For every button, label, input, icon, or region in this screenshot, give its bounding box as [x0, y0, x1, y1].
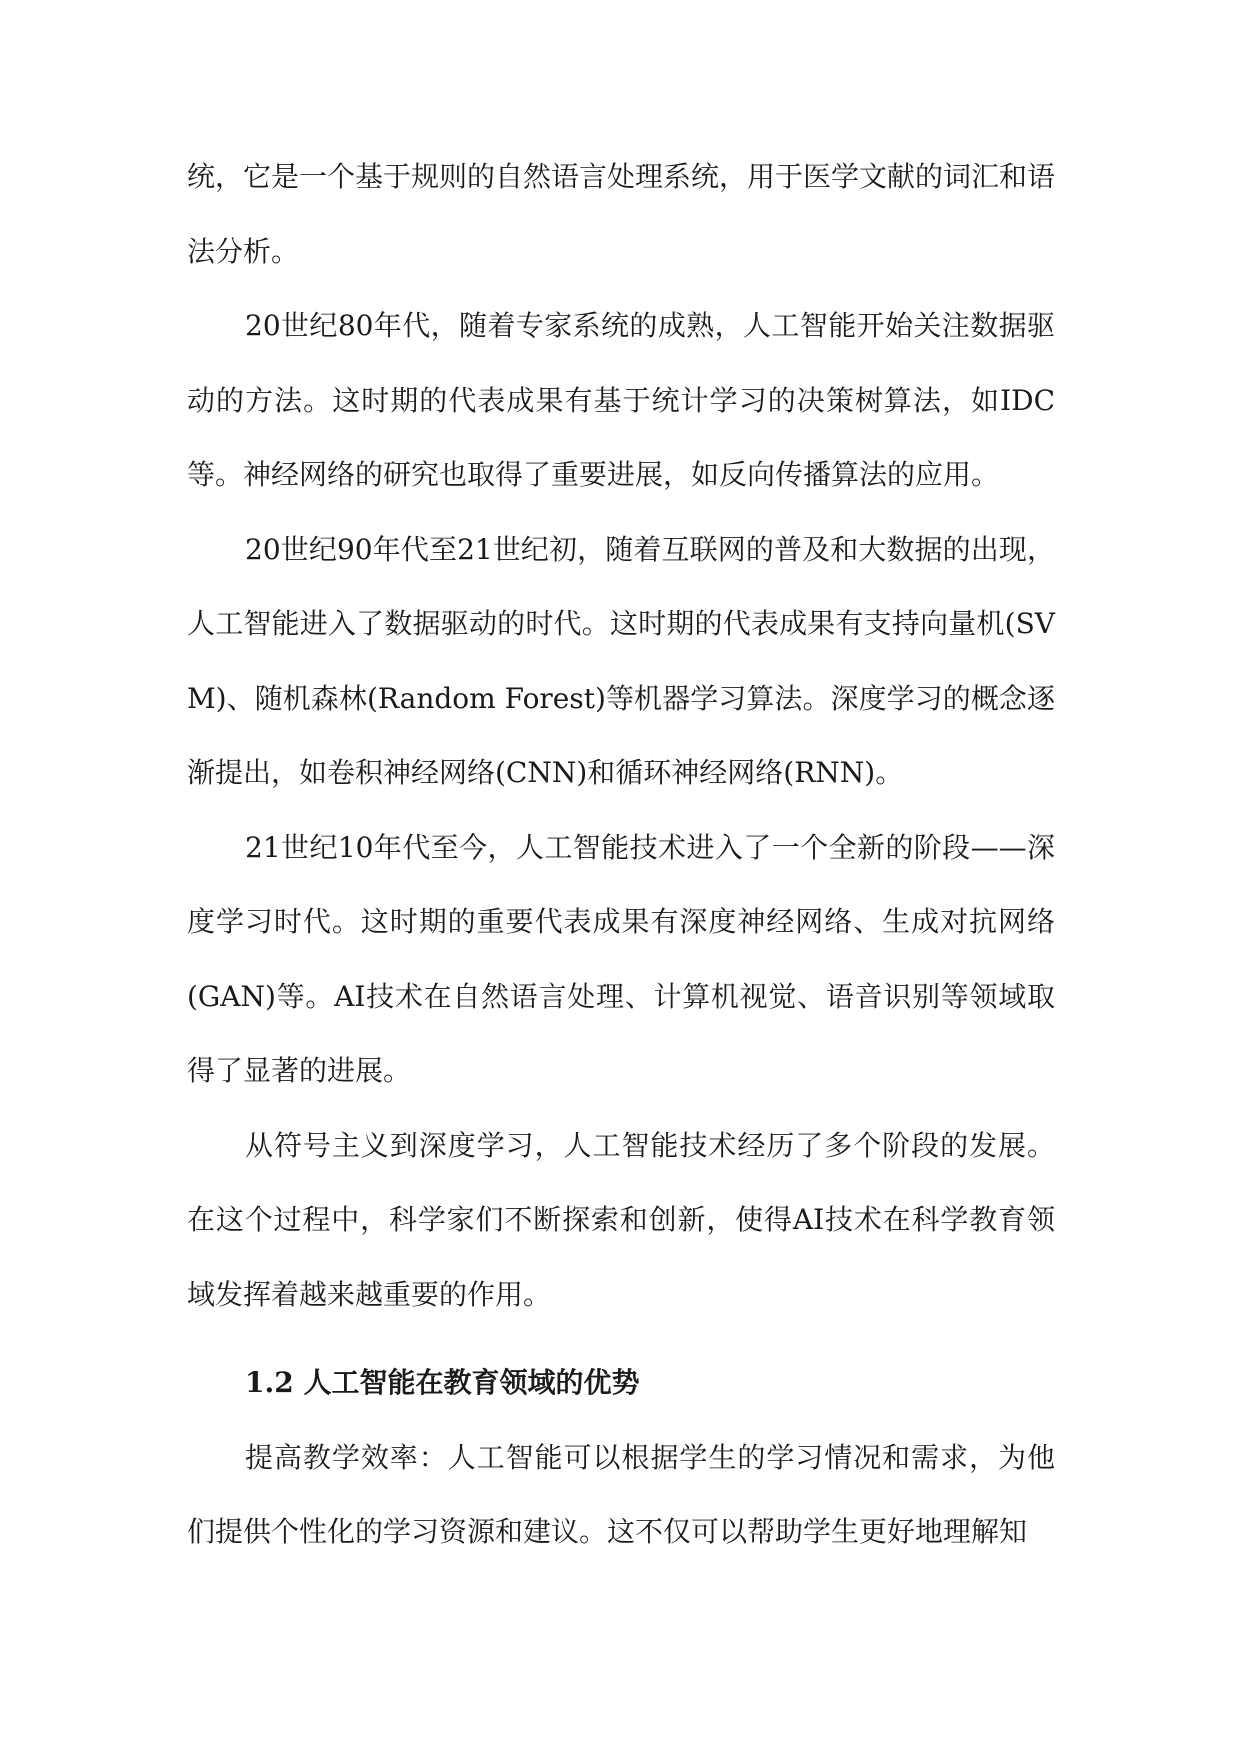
- section-heading: 1.2 人工智能在教育领域的优势: [245, 1366, 640, 1399]
- paragraph-4: 21世纪10年代至今，人工智能技术进入了一个全新的阶段——深度学习时代。这时期的重要代表成果有深度神经网络、生成对抗网络(GAN)等。AI技术在自然语言处理、计算机视觉、语音识别等领域取得了显著的进展。: [187, 830, 1055, 1087]
- paragraph-2: 20世纪80年代，随着专家系统的成熟，人工智能开始关注数据驱动的方法。这时期的代表成果有基于统计学习的决策树算法，如IDC等。神经网络的研究也取得了重要进展，如反向传播算法的应用。: [187, 309, 1055, 491]
- paragraph-3: 20世纪90年代至21世纪初，随着互联网的普及和大数据的出现，人工智能进入了数据驱动的时代。这时期的代表成果有支持向量机(SVM)、随机森林(Random Forest)等机器学习算法。深度学习的概念逐渐提出，如卷积神经网络(CNN)和循环神经网络(RNN)。: [187, 532, 1055, 789]
- paragraph-5: 从符号主义到深度学习，人工智能技术经历了多个阶段的发展。在这个过程中，科学家们不断探索和创新，使得AI技术在科学教育领域发挥着越来越重要的作用。: [187, 1128, 1055, 1311]
- paragraph-1: 统，它是一个基于规则的自然语言处理系统，用于医学文献的词汇和语法分析。: [187, 160, 1056, 268]
- document-body: [187, 140, 1055, 1570]
- paragraph-6: 提高教学效率：人工智能可以根据学生的学习情况和需求，为他们提供个性化的学习资源和建议。这不仅可以帮助学生更好地理解知: [187, 1440, 1055, 1548]
